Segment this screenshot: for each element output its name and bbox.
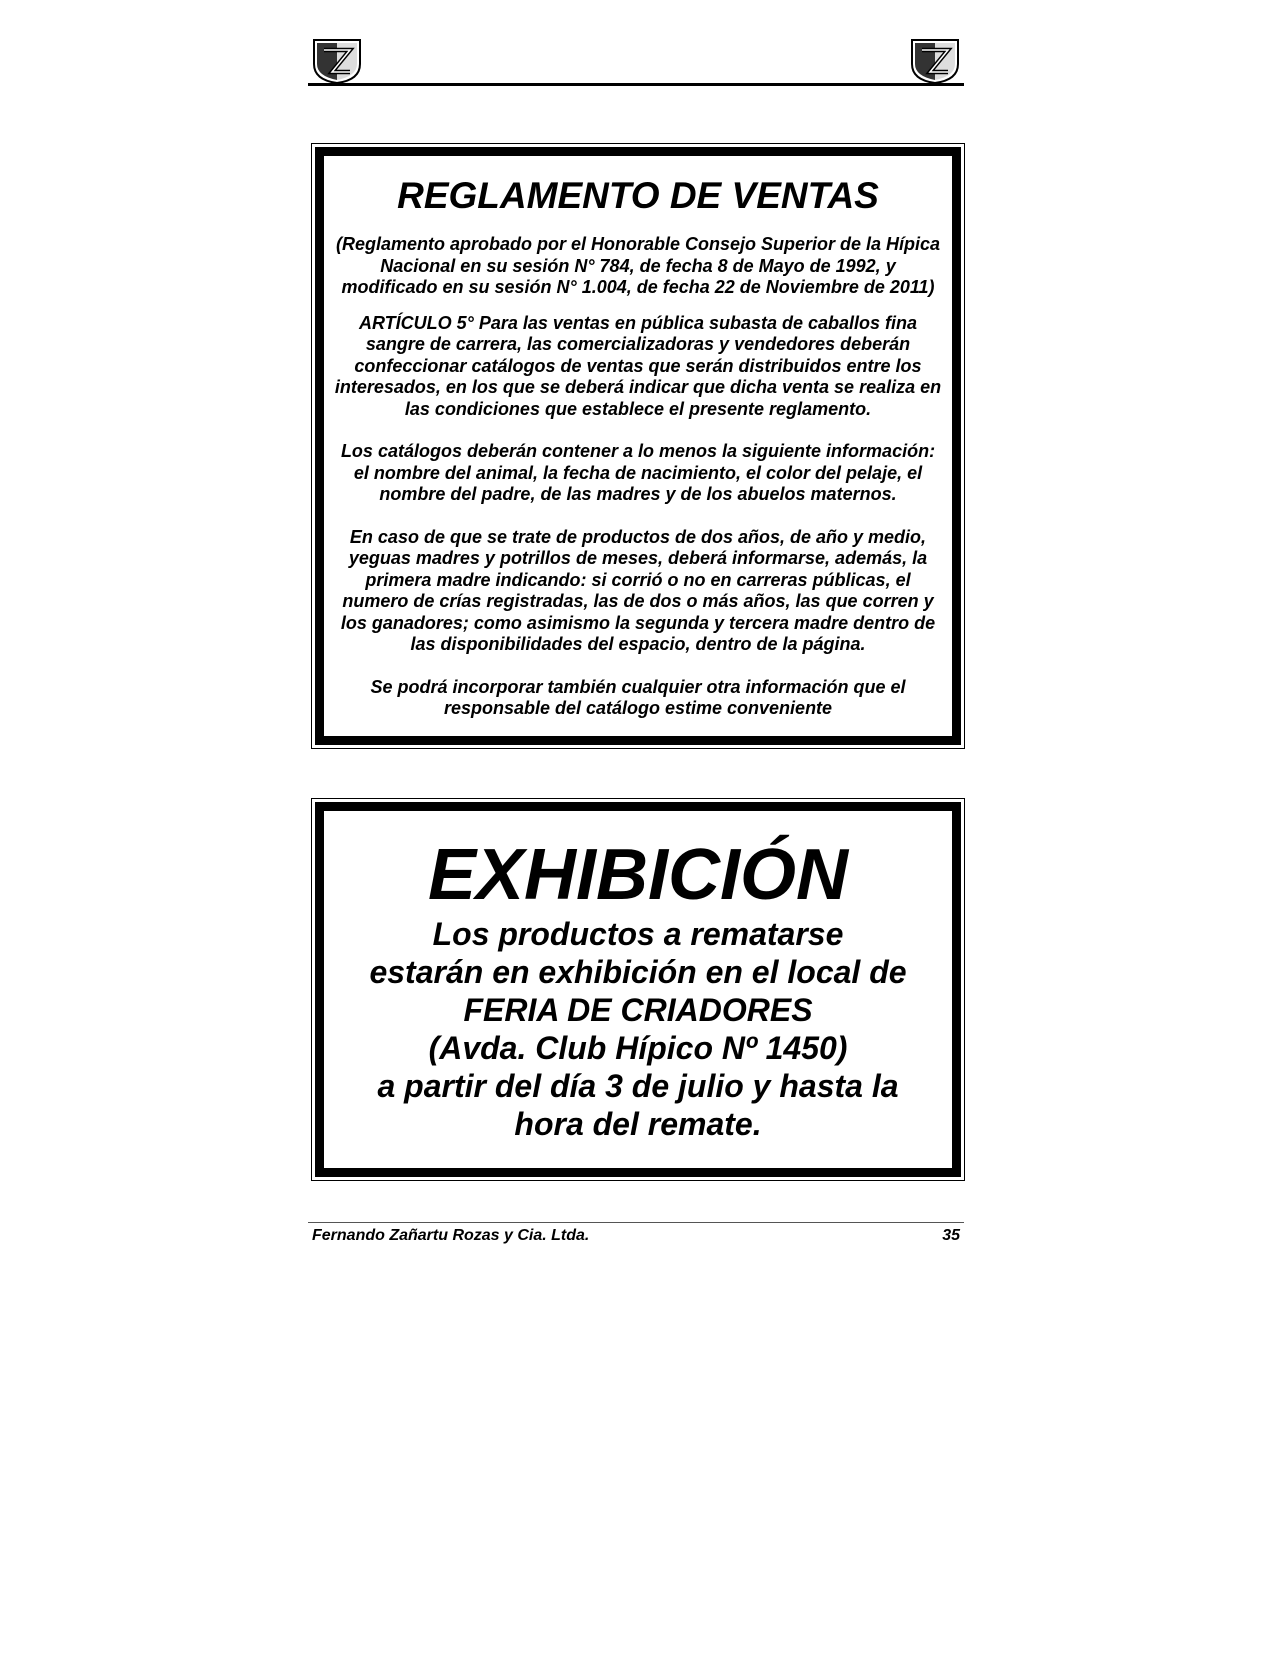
reglamento-paragraph: En caso de que se trate de productos de dos años, de año y medio, yeguas madres y potrillos de meses, deberá informarse, además, la primera madre indicando: si corrió o no en carreras públicas, el numero de crías registradas, las de dos o más años, las que corren y los ganadores; como asimismo la segunda y tercera madre dentro de las disponibilidades del espacio, dentro de la página. — [340, 526, 936, 654]
reglamento-intro: (Reglamento aprobado por el Honorable Consejo Superior de la Hípica Nacional en su sesión N° 784, de fecha 8 de Mayo de 1992, y modificado en su sesión N° 1.004, de fecha 22 de Noviembre de 2011) — [335, 234, 941, 297]
exhibicion-line: Los productos a rematarse — [432, 916, 844, 952]
z-monogram-logo-icon — [910, 34, 960, 84]
exhibicion-box — [315, 802, 961, 1177]
exhibicion-line: a partir del día 3 de julio y hasta la — [377, 1068, 899, 1104]
z-monogram-logo-icon — [312, 34, 362, 84]
footer-company: Fernando Zañartu Rozas y Cia. Ltda. — [312, 1227, 590, 1244]
reglamento-paragraph: ARTÍCULO 5° Para las ventas en pública subasta de caballos fina sangre de carrera, las comercializadoras y vendedores deberán confeccionar catálogos de ventas que serán distribuidos entre los interesados, en los que se deberá indicar que dicha venta se realiza en las condiciones que establece el presente reglamento. — [334, 312, 942, 419]
exhibicion-line: hora del remate. — [514, 1106, 762, 1142]
header-rule — [308, 83, 964, 86]
page-number: 35 — [942, 1227, 960, 1244]
exhibicion-line: estarán en exhibición en el local de — [369, 954, 907, 990]
reglamento-title: REGLAMENTO DE VENTAS — [397, 175, 879, 216]
page-header — [308, 34, 964, 86]
exhibicion-line: (Avda. Club Hípico Nº 1450) — [428, 1030, 848, 1066]
page-footer — [308, 1222, 964, 1253]
reglamento-box — [315, 147, 961, 745]
reglamento-paragraph: Los catálogos deberán contener a lo menos la siguiente información: el nombre del animal, la fecha de nacimiento, el color del pelaje, el nombre del padre, de las madres y de los abuelos maternos. — [340, 441, 936, 504]
reglamento-paragraph: Se podrá incorporar también cualquier otra información que el responsable del catálogo estime conveniente — [370, 676, 906, 718]
exhibicion-title: EXHIBICIÓN — [427, 835, 849, 915]
exhibicion-line: FERIA DE CRIADORES — [463, 992, 813, 1028]
